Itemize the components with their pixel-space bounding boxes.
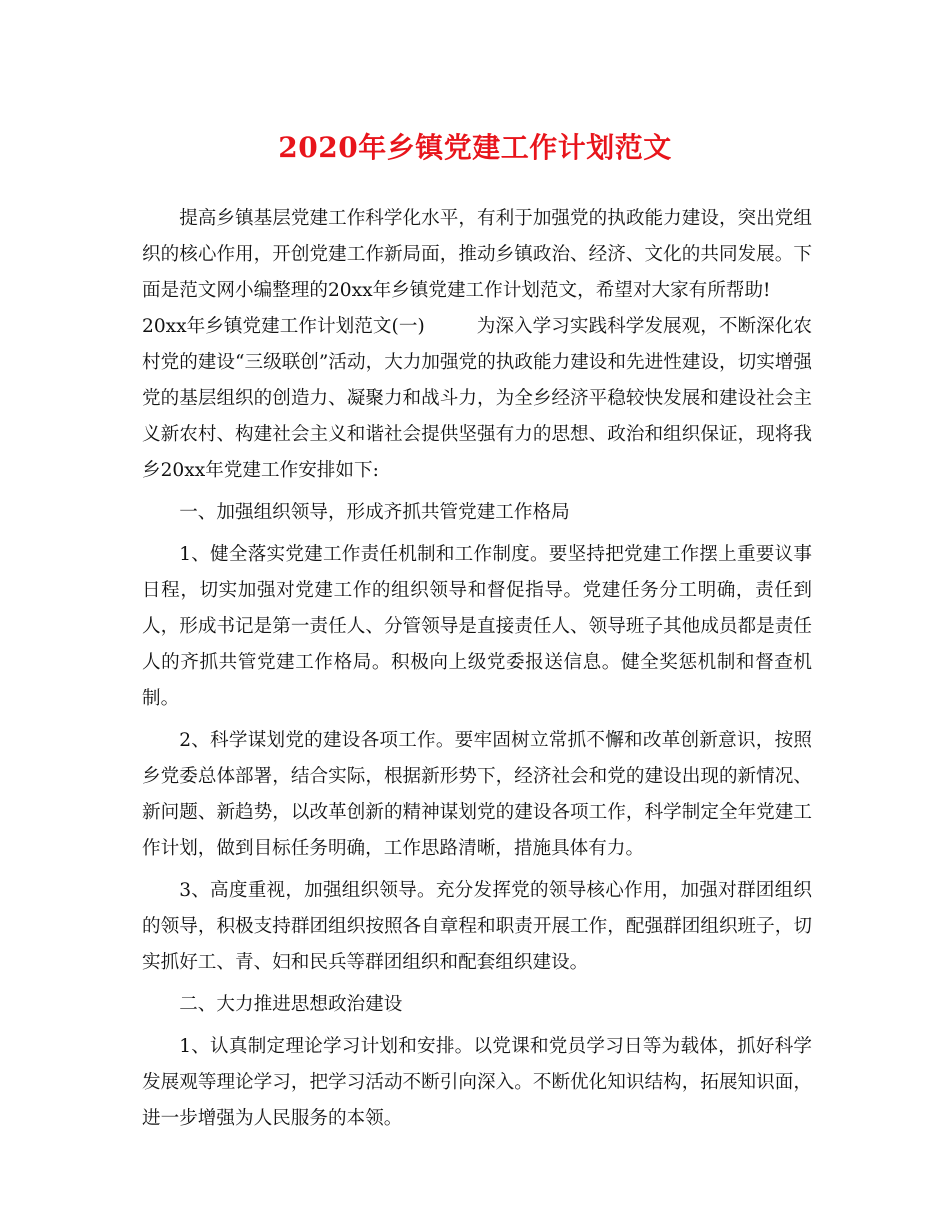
section-label: 20xx年乡镇党建工作计划范文(一) xyxy=(142,316,425,337)
document-body xyxy=(142,201,812,1137)
section-lead: 为深入学习实践科学发展观，不断深化农村党的建设“三级联创”活动，大力加强党的执政能力建设和先进性建设，切实增强党的基层组织的创造力、凝聚力和战斗力，为全乡经济平稳较快发展和建设社会主义新农村、构建社会主义和谐社会提供坚强有力的思想、政治和组织保证，现将我乡20xx年党建工作安排如下: xyxy=(142,316,812,481)
heading-two: 二、大力推进思想政治建设 xyxy=(179,994,403,1015)
item-one-three: 3、高度重视，加强组织领导。充分发挥党的领导核心作用，加强对群团组织的领导，积极支持群团组织按照各自章程和职责开展工作，配强群团组织班子，切实抓好工、青、妇和民兵等群团组织和配套组织建设。 xyxy=(142,880,812,973)
item-two-one: 1、认真制定理论学习计划和安排。以党课和党员学习日等为载体，抓好科学发展观等理论学习，把学习活动不断引向深入。不断优化知识结构，拓展知识面，进一步增强为人民服务的本领。 xyxy=(142,1036,812,1129)
item-one-two: 2、科学谋划党的建设各项工作。要牢固树立常抓不懈和改革创新意识，按照乡党委总体部署，结合实际，根据新形势下，经济社会和党的建设出现的新情况、新问题、新趋势，以改革创新的精神谋划党的建设各项工作，科学制定全年党建工作计划，做到目标任务明确，工作思路清晰，措施具体有力。 xyxy=(142,730,812,859)
document-title: 2020年乡镇党建工作计划范文 xyxy=(278,131,672,164)
section-paragraph xyxy=(142,309,812,489)
item-one-one: 1、健全落实党建工作责任机制和工作制度。要坚持把党建工作摆上重要议事日程，切实加强对党建工作的组织领导和督促指导。党建任务分工明确，责任到人，形成书记是第一责任人、分管领导是直接责任人、领导班子其他成员都是责任人的齐抓共管党建工作格局。积极向上级党委报送信息。健全奖惩机制和督查机制。 xyxy=(142,544,812,709)
heading-one: 一、加强组织领导，形成齐抓共管党建工作格局 xyxy=(179,502,570,523)
intro-paragraph: 提高乡镇基层党建工作科学化水平，有利于加强党的执政能力建设，突出党组织的核心作用，开创党建工作新局面，推动乡镇政治、经济、文化的共同发展。下面是范文网小编整理的20xx年乡镇党建工作计划范文，希望对大家有所帮助! xyxy=(142,208,812,301)
